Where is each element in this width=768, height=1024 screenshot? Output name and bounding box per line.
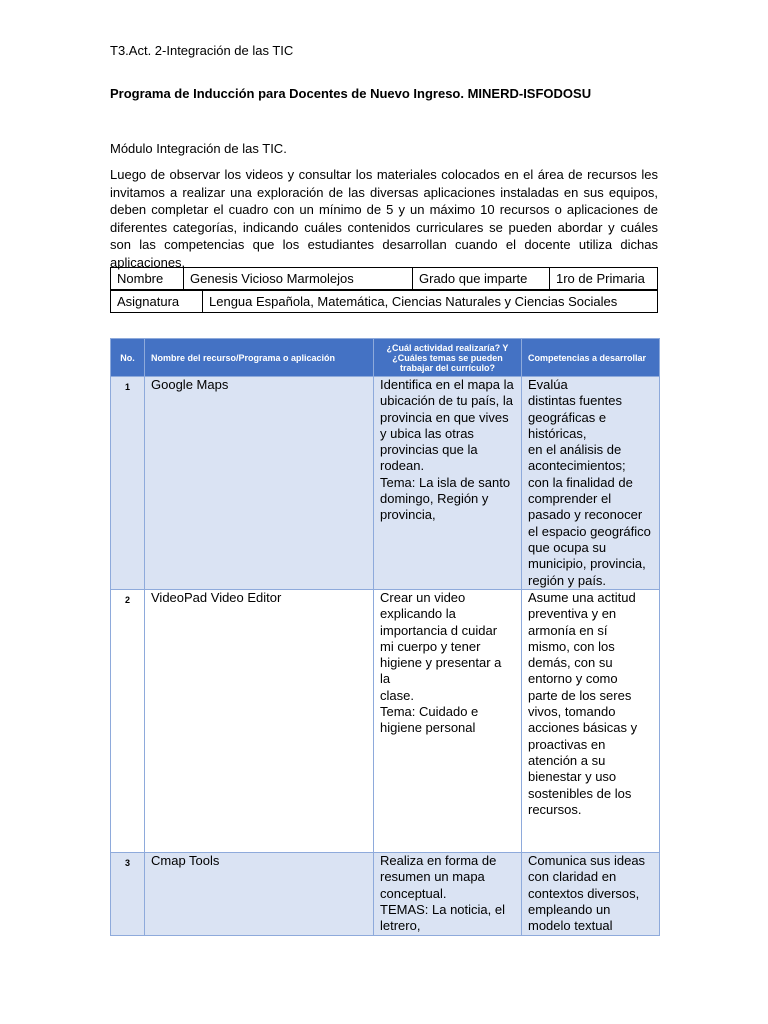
resource-name: VideoPad Video Editor — [145, 590, 374, 853]
activity-text: Identifica en el mapa la ubicación de tu país, la provincia en que vives y ubica las otras provincias que la rodean. Tema: La isla de santo domingo, Región y provincia, — [374, 377, 522, 590]
resource-name: Google Maps — [145, 377, 374, 590]
table-header-row — [111, 339, 660, 377]
subject-info-table — [110, 290, 658, 313]
header-activity: ¿Cuál actividad realizaría? Y ¿Cuáles temas se pueden trabajar del currículo? — [374, 339, 522, 377]
module-title: Módulo Integración de las TIC. — [110, 141, 287, 156]
activity-text: Realiza en forma de resumen un mapa conceptual. TEMAS: La noticia, el letrero, — [374, 853, 522, 936]
header-competencies: Competencias a desarrollar — [522, 339, 660, 377]
teacher-info-row-2 — [111, 291, 658, 313]
intro-paragraph: Luego de observar los videos y consultar los materiales colocados en el área de recursos les invitamos a realizar una exploración de las diversas aplicaciones instaladas en sus equipos, deben completar el cuadro con un mínimo de 5 y un máximo 10 recursos o aplicaciones de diferentes categorías, indicando cuáles contenidos curriculares se pueden abordar y cuáles son las competencias que los estudiantes desarrollan cuando el docente utiliza dichas aplicaciones. — [110, 167, 658, 270]
header-resource: Nombre del recurso/Programa o aplicación — [145, 339, 374, 377]
teacher-info-table — [110, 267, 658, 290]
row-number: 3 — [111, 853, 145, 936]
competencies-text: Asume una actitud preventiva y en armonía en sí mismo, con los demás, con su entorno y como parte de los seres vivos, tomando acciones básicas y proactivas en atención a su bienestar y uso sostenibles de los recursos. — [522, 590, 660, 853]
header-no: No. — [111, 339, 145, 377]
program-title: Programa de Inducción para Docentes de Nuevo Ingreso. MINERD-ISFODOSU — [110, 86, 592, 101]
table-row — [111, 377, 660, 590]
resources-table — [110, 338, 660, 936]
row-number: 1 — [111, 377, 145, 590]
resource-name: Cmap Tools — [145, 853, 374, 936]
name-label: Nombre — [111, 268, 184, 290]
activity-title: T3.Act. 2-Integración de las TIC — [110, 43, 294, 58]
table-row — [111, 590, 660, 853]
name-value: Genesis Vicioso Marmolejos — [184, 268, 413, 290]
competencies-text: Evalúa distintas fuentes geográficas e históricas, en el análisis de acontecimientos; con la finalidad de comprender el pasado y reconocer el espacio geográfico que ocupa su municipio, provincia, región y país. — [522, 377, 660, 590]
grade-value: 1ro de Primaria — [550, 268, 658, 290]
subject-label: Asignatura — [111, 291, 203, 313]
competencies-text: Comunica sus ideas con claridad en contextos diversos, empleando un modelo textual — [522, 853, 660, 936]
activity-text: Crear un video explicando la importancia d cuidar mi cuerpo y tener higiene y presentar a la clase. Tema: Cuidado e higiene personal — [374, 590, 522, 853]
table-row — [111, 853, 660, 936]
grade-label: Grado que imparte — [413, 268, 550, 290]
row-number: 2 — [111, 590, 145, 853]
subject-value: Lengua Española, Matemática, Ciencias Naturales y Ciencias Sociales — [203, 291, 658, 313]
teacher-info-row-1 — [111, 268, 658, 290]
